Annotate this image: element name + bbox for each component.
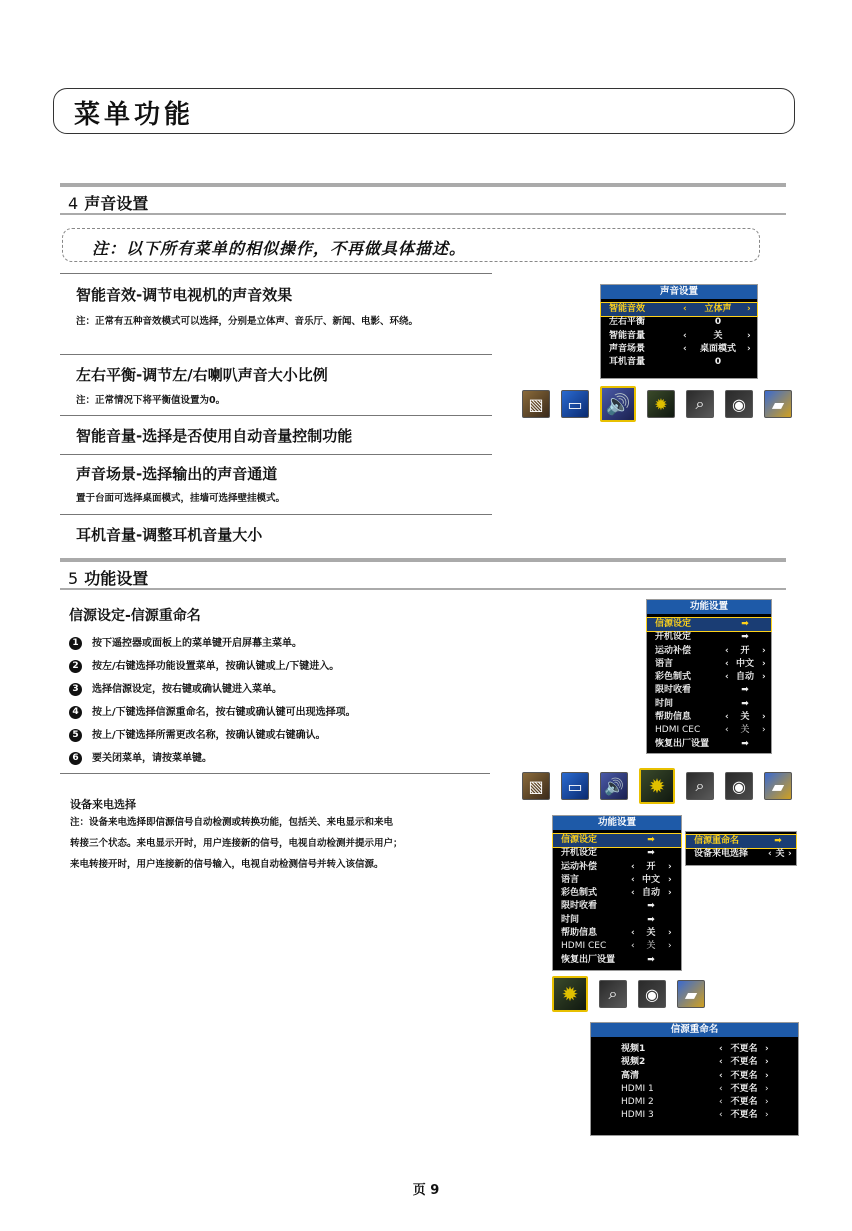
sound-item-title: 智能音效-调节电视机的声音效果: [76, 286, 293, 304]
left-arrow-icon[interactable]: ‹: [631, 928, 635, 939]
row-label: HDMI 3: [621, 1110, 654, 1121]
menu-row[interactable]: [647, 711, 771, 724]
divider: [60, 454, 492, 455]
left-arrow-icon[interactable]: ‹: [719, 1070, 723, 1081]
menu-row[interactable]: [553, 834, 681, 847]
gear-icon[interactable]: ✹: [647, 390, 675, 418]
section-divider: [60, 558, 786, 562]
folder-icon[interactable]: ▰: [677, 980, 705, 1008]
row-value: 关: [775, 849, 785, 860]
left-arrow-icon[interactable]: ‹: [725, 712, 729, 723]
row-value: ➡: [741, 698, 749, 709]
picture-icon[interactable]: ▧: [522, 772, 550, 800]
menu-row[interactable]: [591, 1109, 798, 1122]
menu-row[interactable]: [553, 954, 681, 967]
row-value: ➡: [647, 835, 655, 845]
row-value: ➡: [741, 685, 749, 696]
menu-row[interactable]: 设备来电选择 ‹ 关 ›: [686, 848, 796, 861]
section-title: 声音设置: [84, 194, 149, 213]
description-line: 来电转接开时，用户连接新的信号输入，电视自动检测信号并转入该信源。: [70, 859, 384, 870]
section-divider: [60, 213, 786, 215]
divider: [60, 773, 490, 774]
sound-settings-menu: [600, 284, 758, 379]
film-reel-icon[interactable]: ◉: [725, 772, 753, 800]
page-number: 页 9: [412, 1183, 440, 1198]
left-arrow-icon[interactable]: ‹: [725, 725, 729, 736]
search-icon[interactable]: ⌕: [599, 980, 627, 1008]
description-line: 注：设备来电选择即信源信号自动检测或转换功能，包括关、来电显示和来电: [70, 817, 394, 828]
menu-header: 信源重命名: [591, 1023, 798, 1037]
right-arrow-icon[interactable]: ›: [765, 1110, 769, 1121]
step-text: 按左/右键选择功能设置菜单，按确认键或上/下键进入。: [92, 661, 340, 672]
row-value: 关: [740, 725, 750, 736]
right-arrow-icon[interactable]: ›: [668, 941, 672, 952]
menu-row[interactable]: [553, 887, 681, 900]
divider: [60, 514, 492, 515]
row-value: ➡: [741, 619, 749, 629]
menu-row[interactable]: [647, 658, 771, 671]
left-arrow-icon[interactable]: ‹: [725, 658, 729, 669]
menu-row[interactable]: [647, 631, 771, 644]
step-text: 按上/下键选择信源重命名，按右键或确认键可出现选择项。: [92, 707, 356, 718]
menu-icon-strip: [522, 768, 792, 804]
right-arrow-icon[interactable]: ›: [762, 725, 766, 736]
menu-row[interactable]: [647, 684, 771, 697]
row-value: 不更名: [730, 1110, 758, 1121]
row-label: 限时收看: [655, 685, 692, 696]
row-label: 声音场景: [609, 343, 646, 354]
row-label: HDMI CEC: [561, 941, 607, 952]
device-select-description: [70, 812, 510, 875]
step-text: 按上/下键选择所需更改名称，按确认键或右键确认。: [92, 730, 326, 741]
right-arrow-icon[interactable]: ›: [765, 1070, 769, 1081]
step-number: 2: [69, 660, 82, 673]
source-submenu: [685, 831, 797, 866]
note-banner: 注：以下所有菜单的相似操作，不再做具体描述。: [92, 239, 467, 258]
row-label: 限时收看: [561, 901, 598, 912]
row-value: ➡: [741, 632, 749, 643]
menu-header: 声音设置: [601, 285, 757, 299]
menu-row[interactable]: [591, 1070, 798, 1083]
menu-row[interactable]: [591, 1083, 798, 1096]
row-label: 视频1: [621, 1044, 646, 1054]
row-label: HDMI 2: [621, 1097, 654, 1108]
sound-item-title: 声音场景-选择输出的声音通道: [76, 465, 278, 483]
step-item: [69, 634, 302, 650]
menu-row[interactable]: [591, 1056, 798, 1069]
right-arrow-icon[interactable]: ›: [668, 874, 672, 885]
row-value: 关: [646, 941, 656, 952]
menu-row[interactable]: [647, 698, 771, 711]
speaker-icon[interactable]: 🔊: [600, 386, 636, 422]
right-arrow-icon[interactable]: ›: [765, 1044, 769, 1054]
left-arrow-icon[interactable]: ‹: [631, 874, 635, 885]
folder-icon[interactable]: ▰: [764, 390, 792, 418]
right-arrow-icon[interactable]: ›: [762, 672, 766, 683]
row-label: 时间: [561, 914, 580, 925]
step-number: 1: [69, 637, 82, 650]
row-value: 不更名: [730, 1083, 758, 1094]
divider: [60, 273, 492, 274]
section4-heading: [68, 191, 148, 214]
row-value: 不更名: [730, 1044, 758, 1054]
right-arrow-icon[interactable]: ›: [762, 658, 766, 669]
right-arrow-icon[interactable]: ›: [668, 861, 672, 872]
left-arrow-icon[interactable]: ‹: [725, 645, 729, 656]
right-arrow-icon[interactable]: ›: [765, 1057, 769, 1068]
menu-row[interactable]: [686, 835, 796, 848]
row-value: 关: [713, 330, 723, 341]
step-item: [69, 726, 326, 742]
row-label: 左右平衡: [609, 317, 646, 328]
row-label: 运动补偿: [655, 645, 692, 656]
menu-header: 功能设置: [553, 816, 681, 830]
section5-heading: [68, 566, 148, 589]
gear-icon[interactable]: ✹: [552, 976, 588, 1012]
row-value: 中文: [641, 874, 660, 885]
right-arrow-icon[interactable]: ›: [668, 888, 672, 899]
menu-row[interactable]: [553, 861, 681, 874]
menu-row[interactable]: 智能音效 ‹ 立体声 ›: [601, 303, 757, 316]
left-arrow-icon[interactable]: ‹: [719, 1083, 723, 1094]
section-number: 5: [68, 569, 79, 588]
section-divider: [60, 183, 786, 187]
left-arrow-icon[interactable]: ‹: [719, 1110, 723, 1121]
row-value: ➡: [647, 914, 655, 925]
menu-row[interactable]: [601, 316, 757, 329]
step-text: 要关闭菜单，请按菜单键。: [92, 753, 212, 764]
row-label: HDMI 1: [621, 1083, 654, 1094]
device-select-title: 设备来电选择: [70, 798, 136, 811]
right-arrow-icon[interactable]: ›: [765, 1097, 769, 1108]
left-arrow-icon[interactable]: ‹: [631, 861, 635, 872]
film-reel-icon[interactable]: ◉: [725, 390, 753, 418]
row-label: 设备来电选择: [694, 849, 749, 860]
page-title: 菜单功能: [74, 100, 195, 130]
function-settings-menu: [646, 599, 772, 754]
section-divider: [60, 588, 786, 590]
sound-item-note: 注：正常有五种音效模式可以选择，分别是立体声、音乐厅、新闻、电影、环绕。: [76, 316, 419, 327]
divider: [60, 354, 492, 355]
search-icon[interactable]: ⌕: [686, 772, 714, 800]
screen-icon[interactable]: ▭: [561, 772, 589, 800]
row-value: 立体声: [704, 304, 732, 314]
row-value: ➡: [774, 836, 782, 846]
step-number: 5: [69, 729, 82, 742]
left-arrow-icon[interactable]: ‹: [719, 1097, 723, 1108]
section-number: 4: [68, 194, 79, 213]
row-value: 开: [740, 645, 750, 656]
row-value: 关: [740, 712, 750, 723]
menu-row[interactable]: [553, 900, 681, 913]
row-value: 桌面模式: [699, 343, 736, 354]
row-label: 高清: [621, 1070, 640, 1081]
row-value: 关: [646, 928, 656, 939]
sound-item-title: 左右平衡-调节左/右喇叭声音大小比例: [76, 366, 328, 384]
row-label: 彩色制式: [561, 888, 598, 899]
right-arrow-icon[interactable]: ›: [762, 645, 766, 656]
row-label: 时间: [655, 698, 674, 709]
folder-icon[interactable]: ▰: [764, 772, 792, 800]
menu-row[interactable]: [553, 914, 681, 927]
right-arrow-icon[interactable]: ›: [668, 928, 672, 939]
menu-row[interactable]: 智能音量 ‹ 关 ›: [601, 330, 757, 343]
left-arrow-icon[interactable]: ‹: [725, 672, 729, 683]
source-rename-title: 信源设定-信源重命名: [69, 608, 201, 624]
step-number: 6: [69, 752, 82, 765]
menu-icon-strip: [522, 386, 792, 422]
menu-row[interactable]: [601, 356, 757, 369]
row-label: 信源重命名: [694, 836, 740, 846]
row-value: 中文: [735, 658, 754, 669]
film-reel-icon[interactable]: ◉: [638, 980, 666, 1008]
gear-icon[interactable]: ✹: [639, 768, 675, 804]
row-label: 耳机音量: [609, 357, 646, 368]
menu-row[interactable]: [647, 618, 771, 631]
step-number: 3: [69, 683, 82, 696]
row-label: 智能音量: [609, 330, 646, 341]
row-value: 0: [714, 357, 722, 368]
row-value: 不更名: [730, 1057, 758, 1068]
menu-row[interactable]: [647, 738, 771, 751]
step-item: [69, 703, 356, 719]
row-label: 语言: [561, 874, 580, 885]
row-label: 信源设定: [561, 835, 598, 845]
search-icon[interactable]: ⌕: [686, 390, 714, 418]
picture-icon[interactable]: ▧: [522, 390, 550, 418]
menu-header: 功能设置: [647, 600, 771, 614]
row-label: 智能音效: [609, 304, 646, 314]
row-value: 0: [714, 317, 722, 328]
row-label: 帮助信息: [655, 712, 692, 723]
description-line: 转接三个状态。来电显示开时，用户连接新的信号，电视自动检测并提示用户；: [70, 838, 403, 849]
menu-row[interactable]: [647, 645, 771, 658]
row-label: 彩色制式: [655, 672, 692, 683]
sound-item-title: 耳机音量-调整耳机音量大小: [76, 526, 263, 544]
row-label: 开机设定: [561, 848, 598, 859]
step-item: [69, 749, 212, 765]
source-rename-menu: [590, 1022, 799, 1136]
row-label: 帮助信息: [561, 928, 598, 939]
step-item: [69, 680, 282, 696]
left-arrow-icon[interactable]: ‹: [631, 888, 635, 899]
menu-row[interactable]: [553, 940, 681, 953]
menu-row[interactable]: [591, 1043, 798, 1056]
row-value: 自动: [735, 672, 754, 683]
step-text: 选择信源设定，按右键或确认键进入菜单。: [92, 684, 282, 695]
left-arrow-icon[interactable]: ‹: [631, 941, 635, 952]
speaker-icon[interactable]: 🔊: [600, 772, 628, 800]
divider: [60, 415, 492, 416]
row-label: HDMI CEC: [655, 725, 701, 736]
sound-item-note: 置于台面可选择桌面模式，挂墙可选择壁挂模式。: [76, 493, 286, 504]
row-label: 恢复出厂设置: [655, 738, 710, 749]
sound-item-title: 智能音量-选择是否使用自动音量控制功能: [76, 427, 353, 445]
sound-item-note: 注：正常情况下将平衡值设置为0。: [76, 395, 226, 406]
menu-row[interactable]: [553, 874, 681, 887]
row-label: 视频2: [621, 1057, 646, 1068]
row-value: 不更名: [730, 1097, 758, 1108]
step-text: 按下遥控器或面板上的菜单键开启屏幕主菜单。: [92, 638, 302, 649]
step-number: 4: [69, 706, 82, 719]
menu-row[interactable]: [647, 671, 771, 684]
menu-row[interactable]: [553, 927, 681, 940]
menu-row[interactable]: [591, 1096, 798, 1109]
row-value: ➡: [647, 848, 655, 859]
row-value: 不更名: [730, 1070, 758, 1081]
row-value: ➡: [647, 901, 655, 912]
row-value: 自动: [641, 888, 660, 899]
right-arrow-icon[interactable]: ›: [765, 1083, 769, 1094]
left-arrow-icon[interactable]: ‹: [719, 1057, 723, 1068]
row-label: 信源设定: [655, 619, 692, 629]
row-label: 开机设定: [655, 632, 692, 643]
row-value: ➡: [647, 954, 655, 965]
section-title: 功能设置: [84, 569, 149, 588]
menu-icon-strip: [552, 976, 705, 1012]
right-arrow-icon[interactable]: ›: [762, 712, 766, 723]
function-settings-menu: [552, 815, 682, 971]
step-item: [69, 657, 339, 673]
menu-row[interactable]: [553, 847, 681, 860]
menu-row[interactable]: 声音场景 ‹ 桌面模式 ›: [601, 343, 757, 356]
row-label: 运动补偿: [561, 861, 598, 872]
row-label: 语言: [655, 658, 674, 669]
row-value: 开: [646, 861, 656, 872]
menu-row[interactable]: [647, 724, 771, 737]
row-label: 恢复出厂设置: [561, 954, 616, 965]
left-arrow-icon[interactable]: ‹: [719, 1044, 723, 1054]
row-value: ➡: [741, 738, 749, 749]
screen-icon[interactable]: ▭: [561, 390, 589, 418]
